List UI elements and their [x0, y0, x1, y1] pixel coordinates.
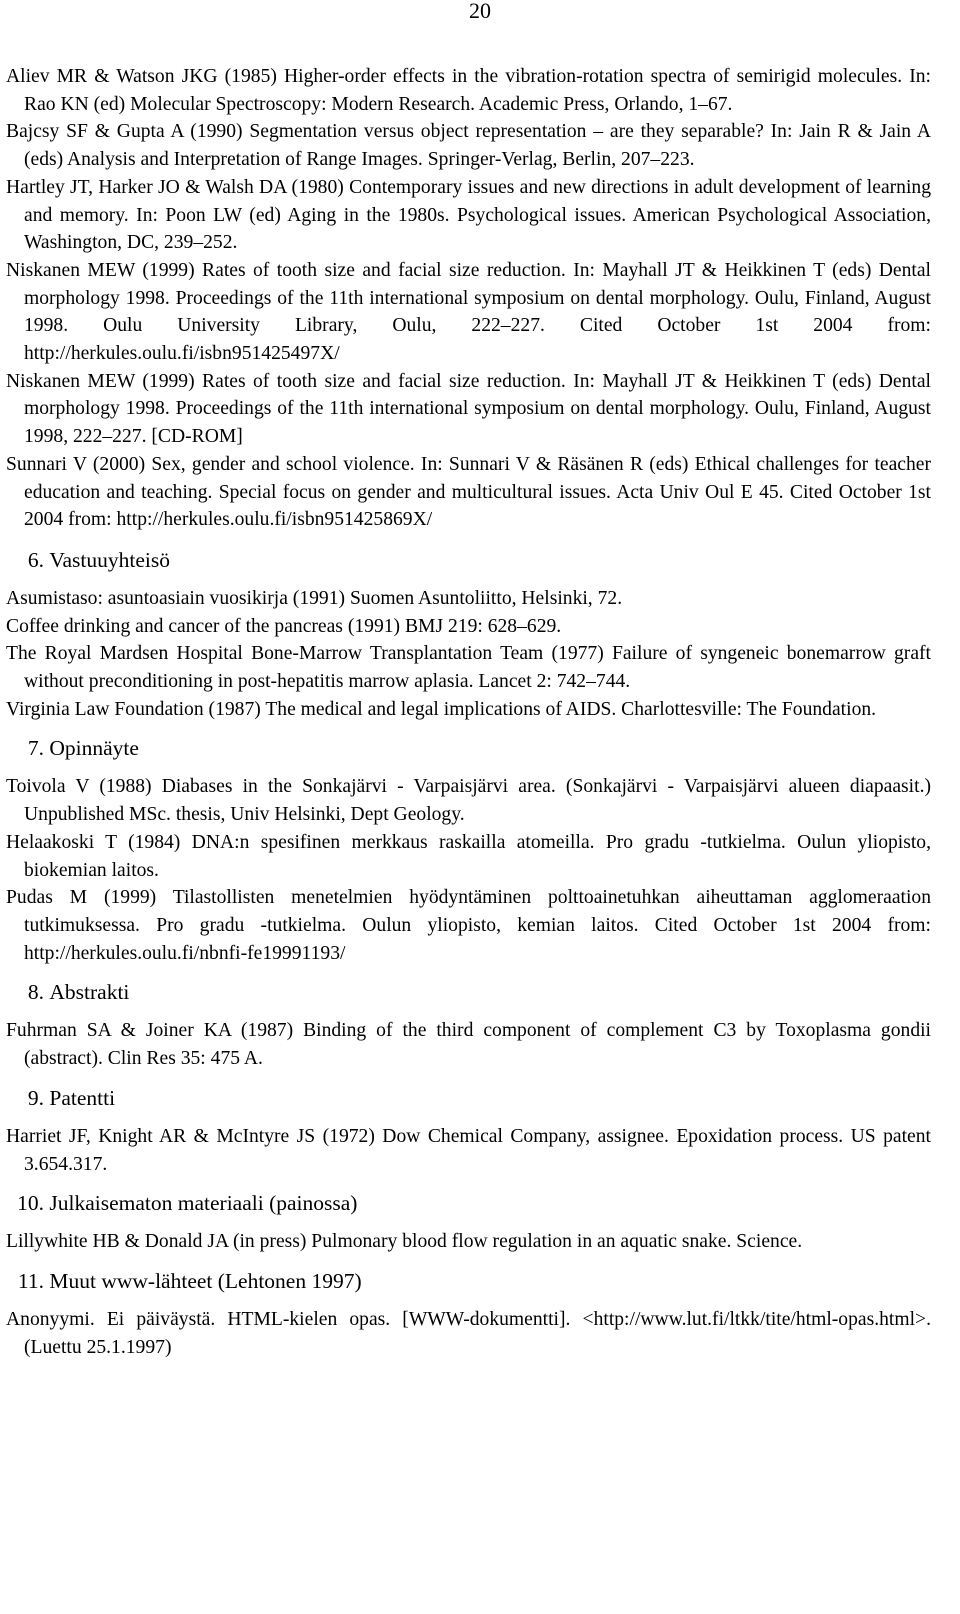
- reference-entry: Niskanen MEW (1999) Rates of tooth size and facial size reduction. In: Mayhall JT & Heikkinen T (eds) Dental morphology 1998. Proceedings of the 11th international symposium on dental morphology. Oulu, Finland, August 1998, 222–227. [CD-ROM]: [6, 370, 931, 448]
- section-heading: [6, 1267, 931, 1295]
- section-number: 6.: [27, 547, 44, 572]
- section-title: Abstrakti: [49, 980, 130, 1005]
- section-heading: [6, 734, 931, 762]
- section-heading: [6, 1189, 931, 1217]
- reference-entry: Aliev MR & Watson JKG (1985) Higher-order effects in the vibration-rotation spectra of semirigid molecules. In: Rao KN (ed) Molecular Spectroscopy: Modern Research. Academic Press, Orlando, 1–67.: [6, 66, 931, 115]
- reference-section: [6, 1189, 931, 1256]
- reference-section: [6, 1267, 931, 1361]
- section-title: Patentti: [49, 1085, 116, 1110]
- section-number: 10.: [17, 1191, 44, 1216]
- reference-entry: Anonyymi. Ei päiväystä. HTML-kielen opas. [WWW-dokumentti]. <http://www.lut.fi/ltkk/tite/html-opas.html>. (Luettu 25.1.1997): [6, 1308, 931, 1358]
- section-number: 11.: [17, 1268, 44, 1293]
- reference-entry: Lillywhite HB & Donald JA (in press) Pulmonary blood flow regulation in an aquatic snake. Science.: [6, 1231, 803, 1253]
- section-number: 8.: [27, 980, 44, 1005]
- reference-entry: Asumistaso: asuntoasiain vuosikirja (1991) Suomen Asuntoliitto, Helsinki, 72.: [6, 587, 623, 609]
- reference-entry: Helaakoski T (1984) DNA:n spesifinen merkkaus raskailla atomeilla. Pro gradu -tutkielma. Oulun yliopisto, biokemian laitos.: [6, 831, 931, 881]
- reference-entry: Fuhrman SA & Joiner KA (1987) Binding of the third component of complement C3 by Toxoplasma gondii (abstract). Clin Res 35: 475 A.: [6, 1020, 931, 1070]
- reference-entry: Toivola V (1988) Diabases in the Sonkajärvi - Varpaisjärvi area. (Sonkajärvi - Varpaisjärvi alueen diapaasit.) Unpublished MSc. thesis, Univ Helsinki, Dept Geology.: [6, 776, 931, 826]
- reference-entry: Bajcsy SF & Gupta A (1990) Segmentation versus object representation – are they separable? In: Jain R & Jain A (eds) Analysis and Interpretation of Range Images. Springer-Verlag, Berlin, 207–223.: [6, 121, 931, 171]
- reference-section: [6, 546, 931, 724]
- reference-entry: Coffee drinking and cancer of the pancreas (1991) BMJ 219: 628–629.: [6, 615, 562, 637]
- section-heading: [6, 1084, 931, 1112]
- reference-entry: Hartley JT, Harker JO & Walsh DA (1980) Contemporary issues and new directions in adult development of learning and memory. In: Poon LW (ed) Aging in the 1980s. Psychological issues. American Psychological Association, Washington, DC, 239–252.: [6, 176, 931, 254]
- page-number: 20: [469, 0, 491, 23]
- section-number: 7.: [27, 736, 44, 761]
- reference-entry: Pudas M (1999) Tilastollisten menetelmien hyödyntäminen polttoainetuhkan aiheuttaman agglomeraation tutkimuksessa. Pro gradu -tutkielma. Oulun yliopisto, kemian laitos. Cited October 1st 2004 from: http://herkules.oulu.fi/nbnfi-fe19991193/: [6, 887, 931, 964]
- reference-section: [6, 1084, 931, 1178]
- reference-section: [6, 734, 931, 967]
- section-title: Opinnäyte: [49, 736, 139, 761]
- reference-entry: Harriet JF, Knight AR & McIntyre JS (1972) Dow Chemical Company, assignee. Epoxidation process. US patent 3.654.317.: [6, 1125, 931, 1175]
- reference-entry: Niskanen MEW (1999) Rates of tooth size and facial size reduction. In: Mayhall JT & Heikkinen T (eds) Dental morphology 1998. Proceedings of the 11th international symposium on dental morphology. Oulu, Finland, August 1998. Oulu University Library, Oulu, 222–227. Cited October 1st 2004 from: http://herkules.oulu.fi/isbn951425497X/: [6, 259, 931, 365]
- section-title: Muut www-lähteet (Lehtonen 1997): [49, 1268, 362, 1293]
- reference-list: [6, 63, 931, 1361]
- section-title: Julkaisematon materiaali (painossa): [49, 1191, 358, 1216]
- section-title: Vastuuyhteisö: [49, 547, 171, 572]
- reference-section: [6, 978, 931, 1072]
- reference-entry: Sunnari V (2000) Sex, gender and school violence. In: Sunnari V & Räsänen R (eds) Ethical challenges for teacher education and teaching. Special focus on gender and multicultural issues. Acta Univ Oul E 45. Cited October 1st 2004 from: http://herkules.oulu.fi/isbn951425869X/: [6, 453, 931, 531]
- reference-entry: The Royal Mardsen Hospital Bone-Marrow Transplantation Team (1977) Failure of syngeneic bonemarrow graft without preconditioning in post-hepatitis marrow aplasia. Lancet 2: 742–744.: [6, 643, 931, 693]
- section-number: 9.: [27, 1085, 44, 1110]
- section-heading: [6, 978, 931, 1006]
- section-heading: [6, 546, 931, 574]
- reference-section: [6, 63, 931, 534]
- reference-entry: Virginia Law Foundation (1987) The medical and legal implications of AIDS. Charlottesville: The Foundation.: [6, 698, 877, 720]
